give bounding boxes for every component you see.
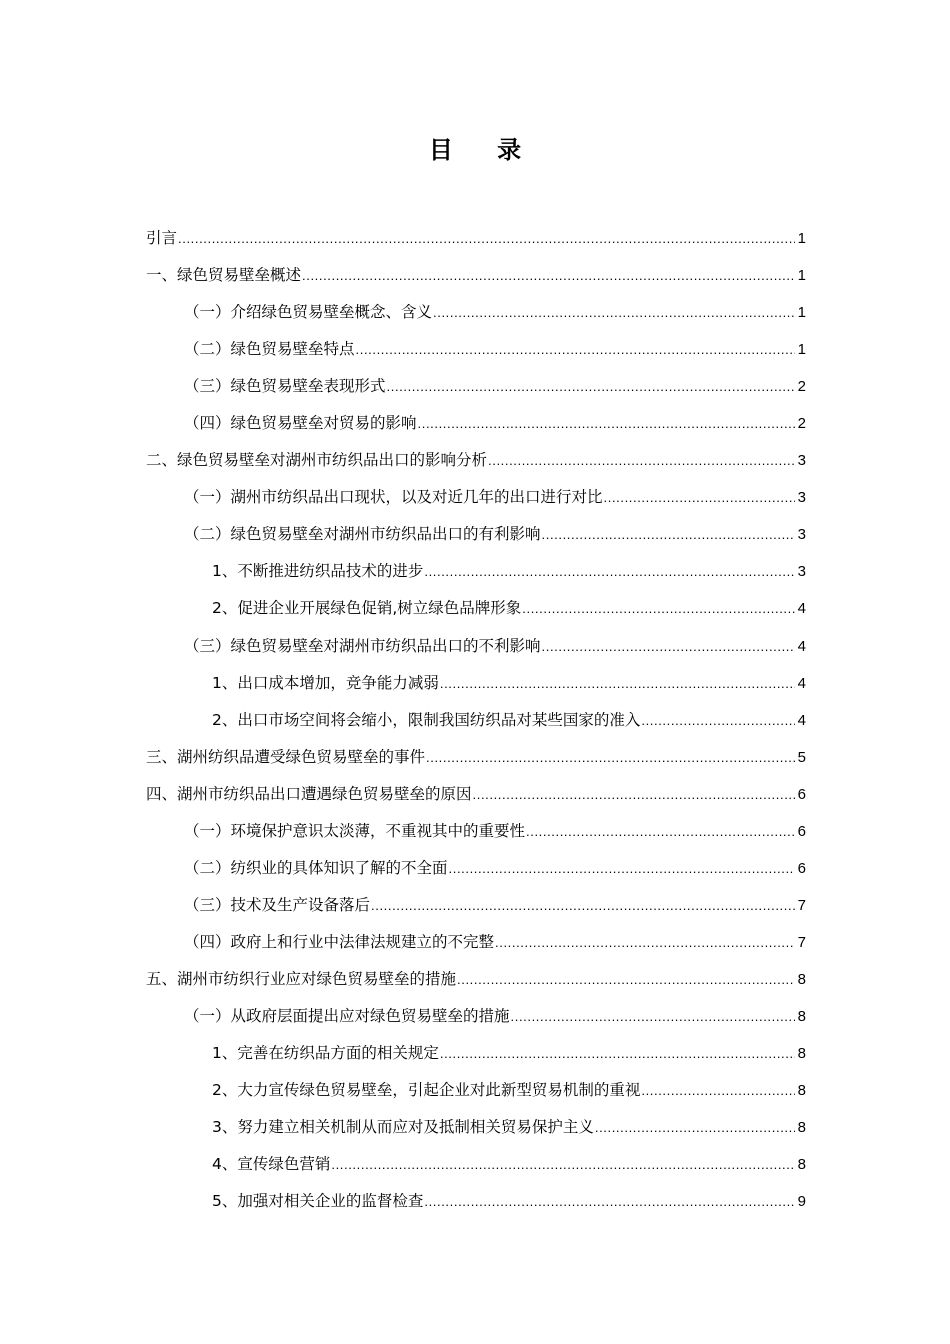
toc-page-number: 6 <box>797 822 806 840</box>
toc-entry-text: （二）绿色贸易壁垒特点 <box>184 340 355 359</box>
toc-entry-text: （四）政府上和行业中法律法规建立的不完整 <box>184 932 495 951</box>
toc-entry-text: 五、湖州市纺织行业应对绿色贸易壁垒的措施 <box>146 969 457 988</box>
toc-page-number: 1 <box>797 304 806 322</box>
toc-page-number: 8 <box>797 970 806 988</box>
toc-entry[interactable] <box>146 665 806 702</box>
toc-leader-dots <box>641 702 795 739</box>
toc-entry[interactable] <box>146 739 806 776</box>
toc-entry[interactable] <box>146 1072 806 1109</box>
toc-entry[interactable] <box>146 553 806 590</box>
toc-entry[interactable] <box>146 294 806 331</box>
toc-entry[interactable] <box>146 590 806 627</box>
toc-leader-dots <box>511 998 795 1035</box>
toc-entry[interactable] <box>146 1183 806 1220</box>
toc-leader-dots <box>542 628 795 665</box>
toc-page-number: 9 <box>797 1193 806 1211</box>
toc-leader-dots <box>495 924 795 961</box>
toc-page-number: 8 <box>797 1045 806 1063</box>
toc-page-number: 3 <box>797 452 806 470</box>
toc-leader-dots <box>371 887 795 924</box>
toc-entry[interactable] <box>146 1146 806 1183</box>
toc-entry[interactable] <box>146 257 806 294</box>
toc-entry[interactable] <box>146 813 806 850</box>
toc-entry[interactable] <box>146 702 806 739</box>
toc-entry-text: （一）环境保护意识太淡薄，不重视其中的重要性 <box>184 821 526 840</box>
toc-entry-text: 2、出口市场空间将会缩小，限制我国纺织品对某些国家的准入 <box>212 710 641 729</box>
toc-leader-dots <box>457 961 795 998</box>
toc-entry[interactable] <box>146 405 806 442</box>
toc-entry[interactable] <box>146 331 806 368</box>
toc-page-number: 4 <box>797 637 806 655</box>
toc-page-number: 4 <box>797 674 806 692</box>
toc-entry-text: 3、努力建立相关机制从而应对及抵制相关贸易保护主义 <box>212 1118 594 1137</box>
toc-entry-text: （三）绿色贸易壁垒表现形式 <box>184 377 386 396</box>
toc-entry[interactable] <box>146 368 806 405</box>
toc-entry-text: （二）绿色贸易壁垒对湖州市纺织品出口的有利影响 <box>184 525 541 544</box>
toc-leader-dots <box>440 1035 795 1072</box>
toc-entry-text: 5、加强对相关企业的监督检查 <box>212 1192 424 1211</box>
toc-leader-dots <box>542 516 795 553</box>
toc-entry-text: 4、宣传绿色营销 <box>212 1155 331 1174</box>
toc-entry[interactable] <box>146 924 806 961</box>
toc-leader-dots <box>418 405 795 442</box>
toc-page-number: 3 <box>797 489 806 507</box>
toc-leader-dots <box>473 776 795 813</box>
table-of-contents <box>146 220 806 1220</box>
toc-leader-dots <box>424 1183 795 1220</box>
toc-entry-text: 2、大力宣传绿色贸易壁垒，引起企业对此新型贸易机制的重视 <box>212 1081 641 1100</box>
toc-leader-dots <box>433 294 795 331</box>
toc-page-number: 2 <box>797 378 806 396</box>
toc-leader-dots <box>641 1072 795 1109</box>
toc-entry[interactable] <box>146 887 806 924</box>
toc-entry-text: （三）绿色贸易壁垒对湖州市纺织品出口的不利影响 <box>184 636 541 655</box>
toc-entry[interactable] <box>146 442 806 479</box>
toc-entry-text: 一、绿色贸易壁垒概述 <box>146 266 302 285</box>
toc-entry[interactable] <box>146 776 806 813</box>
toc-entry-text: 1、不断推进纺织品技术的进步 <box>212 562 424 581</box>
toc-page-number: 5 <box>797 748 806 766</box>
toc-page-number: 4 <box>797 600 806 618</box>
toc-page-number: 7 <box>797 933 806 951</box>
toc-entry-text: 二、绿色贸易壁垒对湖州市纺织品出口的影响分析 <box>146 451 488 470</box>
toc-page-number: 6 <box>797 859 806 877</box>
toc-leader-dots <box>424 553 795 590</box>
toc-entry-text: 1、完善在纺织品方面的相关规定 <box>212 1044 439 1063</box>
toc-leader-dots <box>604 479 795 516</box>
toc-leader-dots <box>522 590 795 627</box>
toc-leader-dots <box>331 1146 795 1183</box>
toc-page-number: 1 <box>797 267 806 285</box>
toc-page-number: 3 <box>797 563 806 581</box>
toc-entry[interactable] <box>146 516 806 553</box>
toc-page-number: 7 <box>797 896 806 914</box>
toc-entry-text: 2、促进企业开展绿色促销,树立绿色品牌形象 <box>212 599 522 618</box>
toc-page-number: 8 <box>797 1007 806 1025</box>
toc-page-number: 2 <box>797 415 806 433</box>
toc-page-number: 8 <box>797 1082 806 1100</box>
toc-leader-dots <box>178 220 795 257</box>
toc-entry[interactable] <box>146 850 806 887</box>
toc-entry-text: （二）纺织业的具体知识了解的不全面 <box>184 858 448 877</box>
toc-entry-text: （一）湖州市纺织品出口现状，以及对近几年的出口进行对比 <box>184 488 603 507</box>
toc-entry[interactable] <box>146 1035 806 1072</box>
toc-entry-text: 引言 <box>146 229 178 247</box>
toc-page-number: 8 <box>797 1119 806 1137</box>
toc-entry[interactable] <box>146 479 806 516</box>
toc-leader-dots <box>426 739 795 776</box>
toc-page-number: 4 <box>797 711 806 729</box>
toc-entry[interactable] <box>146 1109 806 1146</box>
toc-leader-dots <box>449 850 795 887</box>
page-title: 目 录 <box>428 135 540 164</box>
toc-entry-text: （三）技术及生产设备落后 <box>184 895 371 914</box>
toc-entry-text: 四、湖州市纺织品出口遭遇绿色贸易壁垒的原因 <box>146 784 472 803</box>
toc-page-number: 1 <box>797 230 806 247</box>
toc-entry-text: （一）从政府层面提出应对绿色贸易壁垒的措施 <box>184 1006 510 1025</box>
toc-leader-dots <box>356 331 795 368</box>
toc-entry[interactable] <box>146 961 806 998</box>
toc-entry-text: （一）介绍绿色贸易壁垒概念、含义 <box>184 303 433 322</box>
toc-leader-dots <box>595 1109 795 1146</box>
toc-entry[interactable] <box>146 220 806 257</box>
toc-page-number: 3 <box>797 526 806 544</box>
toc-leader-dots <box>387 368 795 405</box>
toc-leader-dots <box>526 813 795 850</box>
toc-page-number: 6 <box>797 785 806 803</box>
toc-page-number: 8 <box>797 1156 806 1174</box>
toc-entry-text: （四）绿色贸易壁垒对贸易的影响 <box>184 414 417 433</box>
toc-entry-text: 1、出口成本增加，竞争能力减弱 <box>212 673 439 692</box>
toc-leader-dots <box>302 257 795 294</box>
toc-entry[interactable] <box>146 628 806 665</box>
toc-entry[interactable] <box>146 998 806 1035</box>
toc-leader-dots <box>440 665 795 702</box>
toc-leader-dots <box>488 442 795 479</box>
toc-entry-text: 三、湖州纺织品遭受绿色贸易壁垒的事件 <box>146 747 426 766</box>
toc-page-number: 1 <box>797 341 806 359</box>
